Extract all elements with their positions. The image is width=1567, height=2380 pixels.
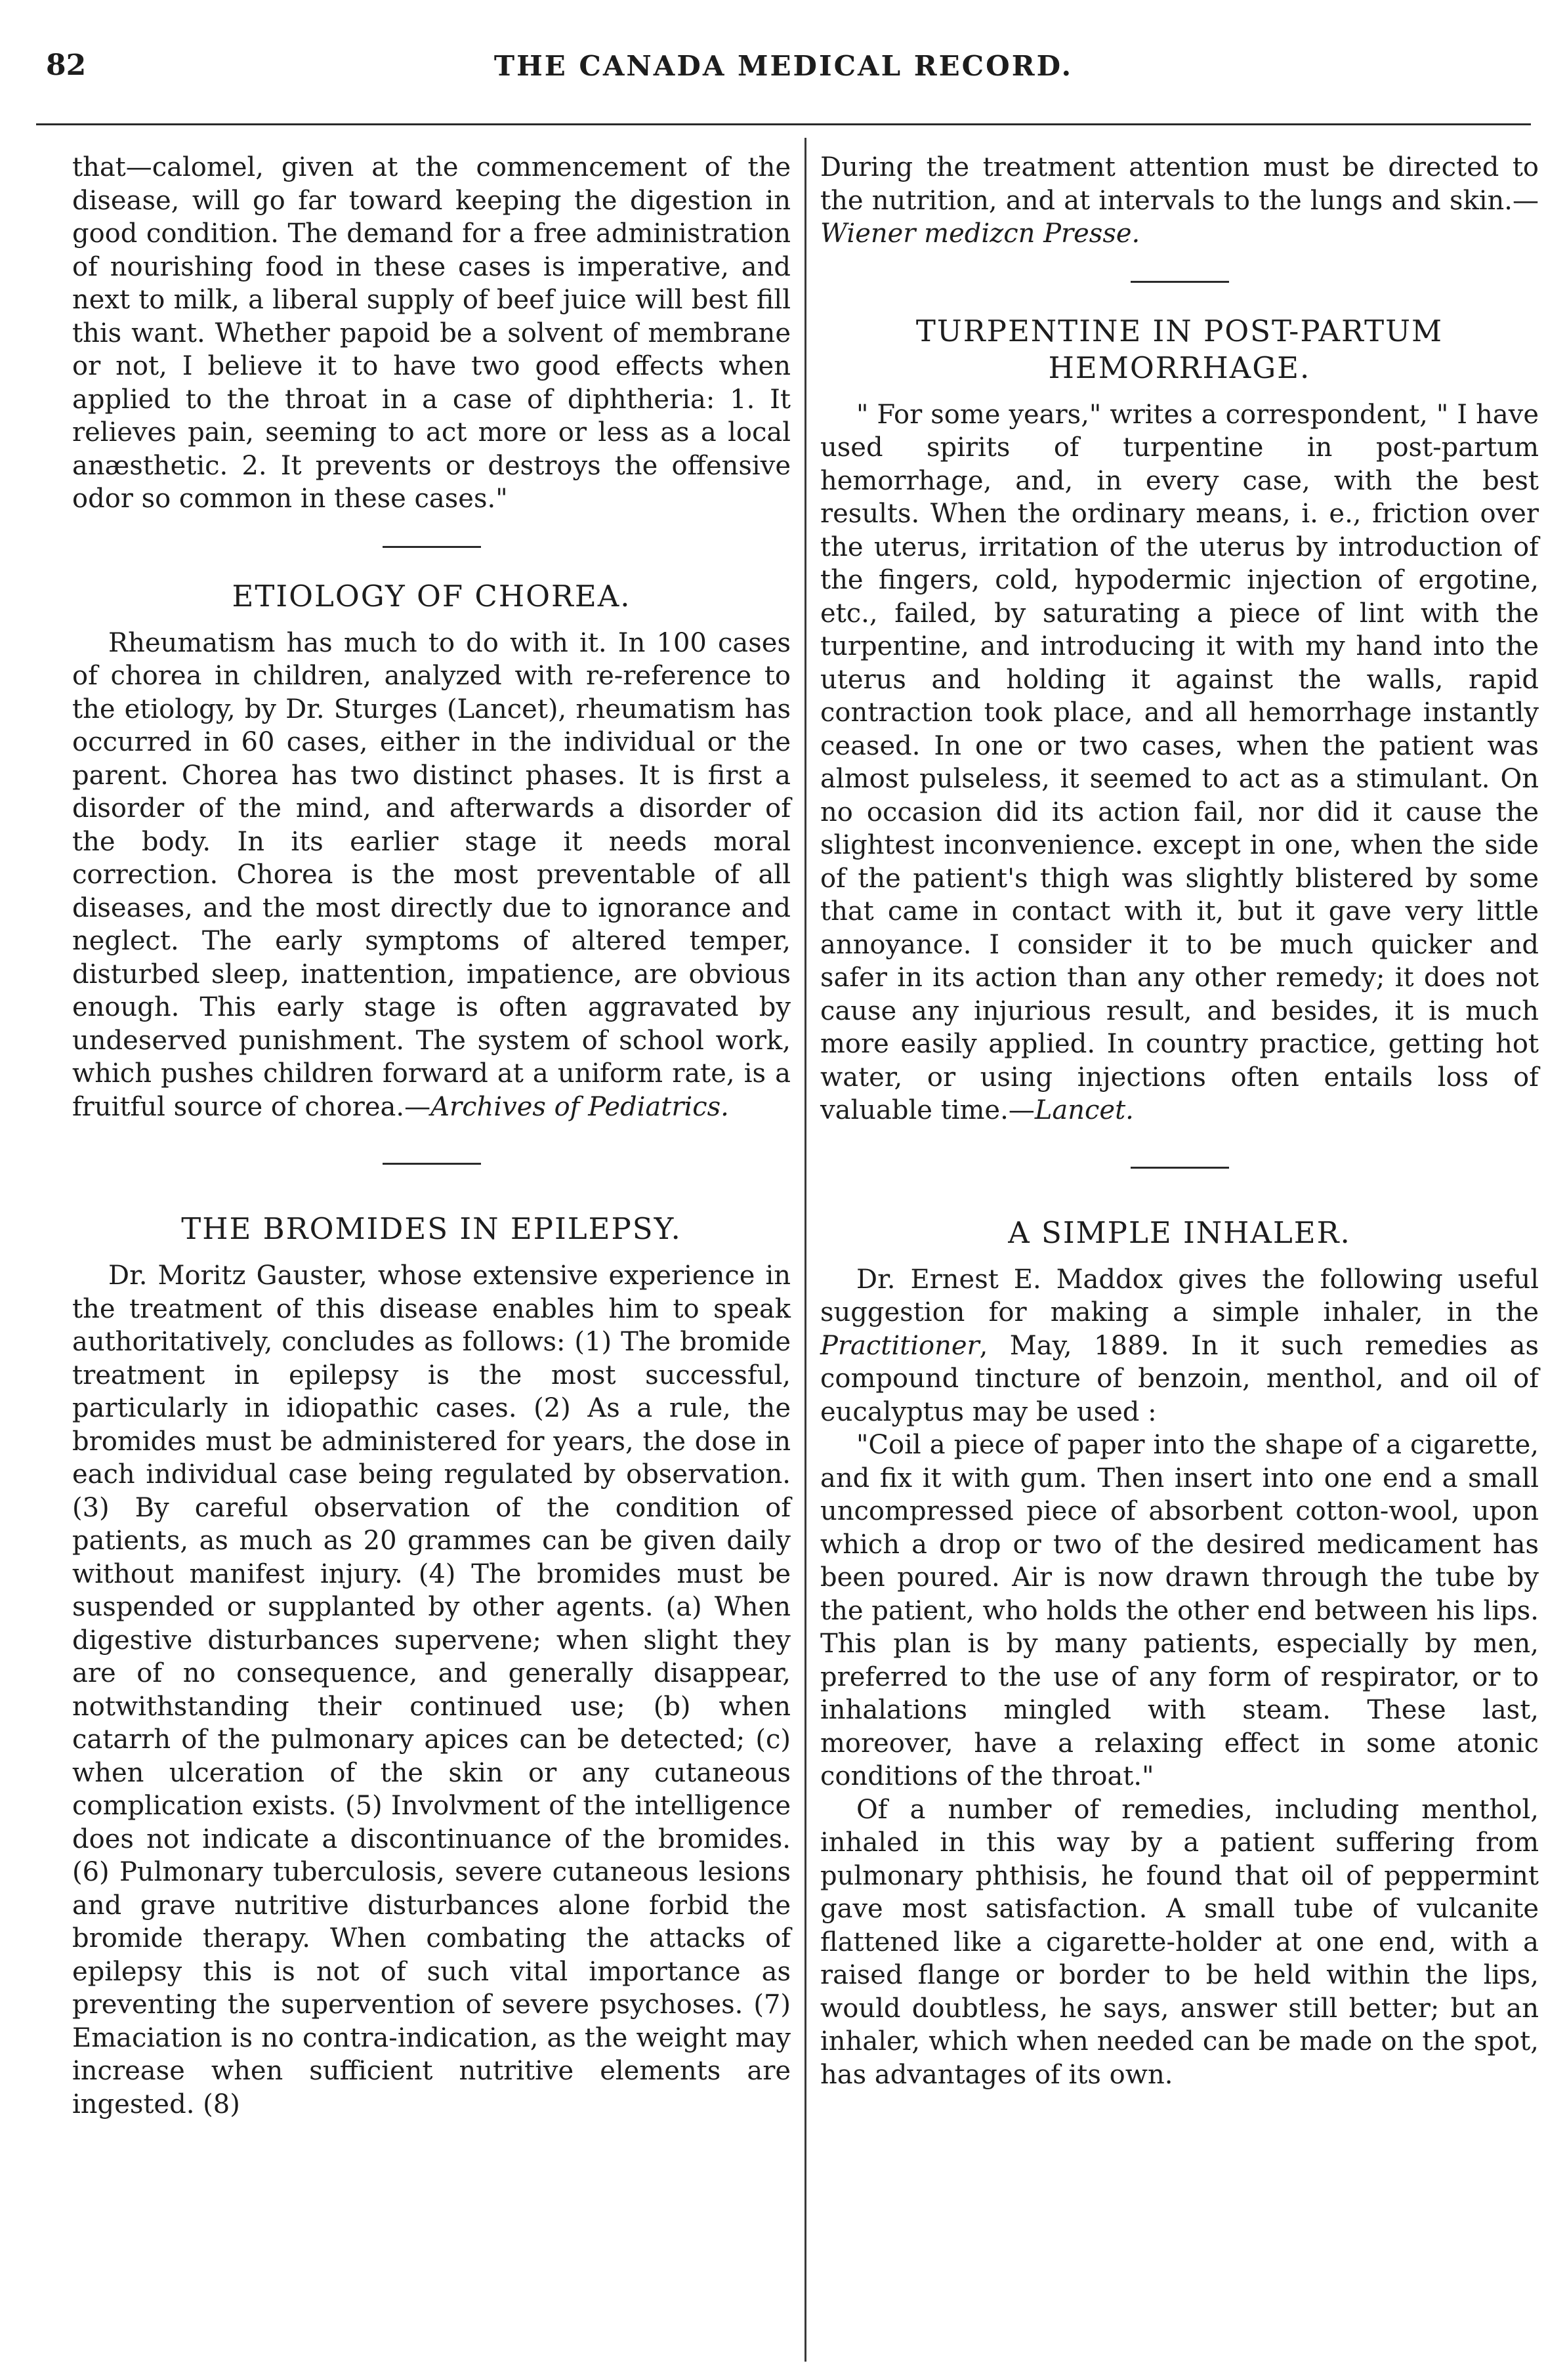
continued-source: Wiener medizcn Presse. [820,219,1140,249]
section-separator [383,1163,481,1165]
page-number: 82 [46,49,87,82]
turpentine-text: " For some years," writes a correspondent, " I have used spirits of turpentine in post-partum hemorrhage, and, in every case, with the best results. When the ordinary means, i. e., friction over the uterus, irritation of the uterus by introduction of the fingers, cold, hypodermic injection of ergotine, etc., failed, by saturating a piece of lint with the turpentine, and introducing it with my hand into the uterus and holding it against the walls, rapid contraction took place, and all hemorrhage instantly ceased. In one or two cases, when the patient was almost pulseless, it seemed to act as a stimulant. On no occasion did its action fail, nor did it cause the slightest inconvenience. except in one, when the side of the patient's thigh was slightly blistered by some that came in contact with it, but it gave very little annoyance. I consider it to be much quicker and safer in its action than any other remedy; it does not cause any injurious result, and besides, it is much more easily applied. In country practice, getting hot water, or using injections often entails loss of valuable time.— [820,399,1539,1125]
right-column [820,151,1539,2091]
chorea-paragraph [72,627,791,1124]
continued-text: During the treatment attention must be directed to the nutrition, and at intervals to the lungs and skin.— [820,152,1539,216]
inhaler-intro-paragraph [820,1263,1539,1429]
inhaler-intro-rest: , May, 1889. In it such remedies as compound tincture of benzoin, menthol, and oil of eucalyptus may be used : [820,1330,1539,1427]
section-title-inhaler: A SIMPLE INHALER. [1008,1215,1351,1250]
chorea-text: Rheumatism has much to do with it. In 100 cases of chorea in children, analyzed with re-reference to the etiology, by Dr. Sturges (Lancet), rheumatism has occurred in 60 cases, either in the individual or the parent. Chorea has two distinct phases. It is first a disorder of the mind, and afterwards a disorder of the body. In its earlier stage it needs moral correction. Chorea is the most preventable of all diseases, and the most directly due to ignorance and neglect. The early symptoms of altered temper, disturbed sleep, inattention, impatience, are obvious enough. This early stage is often aggravated by undeserved punishment. The system of school work, which pushes children forward at a uniform rate, is a fruitful source of chorea.— [72,627,791,1122]
journal-title: THE CANADA MEDICAL RECORD. [493,50,1074,82]
section-separator [383,546,481,548]
left-column [72,151,791,2121]
section-separator [1131,281,1229,283]
continued-paragraph [820,151,1539,251]
section-title-turpentine: TURPENTINE IN POST-PARTUM HEMORRHAGE. [915,313,1444,385]
turpentine-source: Lancet. [1034,1095,1134,1125]
inhaler-closing-paragraph: Of a number of remedies, including menthol, inhaled in this way by a patient suffering from pulmonary phthisis, he found that oil of peppermint gave most satisfaction. A small tube of vulcanite flattened like a cigarette-holder at one end, with a raised flange or border to be held within the lips, would doubtless, he says, answer still better; but an inhaler, which when needed can be made on the spot, has advantages of its own. [820,1794,1539,2090]
bromides-paragraph: Dr. Moritz Gauster, whose extensive experience in the treatment of this disease enables him to speak authoritatively, concludes as follows: (1) The bromide treatment in epilepsy is the most successful, particularly in idiopathic cases. (2) As a rule, the bromides must be administered for years, the dose in each individual case being regulated by observation. (3) By careful observation of the condition of patients, as much as 20 grammes can be given daily without manifest injury. (4) The bromides must be suspended or supplanted by other agents. (a) When digestive disturbances supervene; when slight they are of no consequence, and generally disappear, notwithstanding their continued use; (b) when catarrh of the pulmonary apices can be detected; (c) when ulceration of the skin or any cutaneous complication exists. (5) Involvment of the intelligence does not indicate a discontinuance of the bromides. (6) Pulmonary tuberculosis, severe cutaneous lesions and grave nutritive disturbances alone forbid the bromide therapy. When combating the attacks of epilepsy this is not of such vital importance as preventing the supervention of severe psychoses. (7) Emaciation is no contra-indication, as the weight may increase when sufficient nutritive elements are ingested. (8) [72,1261,791,2119]
page-header [46,41,1521,93]
turpentine-paragraph [820,398,1539,1127]
section-title-chorea: ETIOLOGY OF CHOREA. [232,578,631,614]
column-divider [804,138,806,2362]
section-separator [1131,1167,1229,1169]
inhaler-quote-paragraph: "Coil a piece of paper into the shape of a cigarette, and fix it with gum. Then insert into one end a small uncompressed piece of absorbent cotton-wool, upon which a drop or two of the desired medicament has been poured. Air is now drawn through the tube by the patient, who holds the other end between his lips. This plan is by many patients, especially by men, preferred to the use of any form of respirator, or to inhalations mingled with steam. These last, moreover, have a relaxing effect in some atonic conditions of the throat." [820,1430,1539,1791]
inhaler-intro-text: Dr. Ernest E. Maddox gives the following useful suggestion for making a simple inhaler, in the [820,1264,1539,1327]
continued-paragraph: that—calomel, given at the commencement of the disease, will go far toward keeping the digestion in good condition. The demand for a free administration of nourishing food in these cases is imperative, and next to milk, a liberal supply of beef juice will best fill this want. Whether papoid be a solvent of membrane or not, I believe it to have two good effects when applied to the throat in a case of diphtheria: 1. It relieves pain, seeming to act more or less as a local anæsthetic. 2. It prevents or destroys the offensive odor so common in these cases." [72,152,791,514]
chorea-source: Archives of Pediatrics. [430,1091,729,1122]
section-title-bromides: THE BROMIDES IN EPILEPSY. [181,1211,682,1246]
inhaler-journal: Practitioner [820,1330,980,1361]
header-rule [36,123,1531,125]
